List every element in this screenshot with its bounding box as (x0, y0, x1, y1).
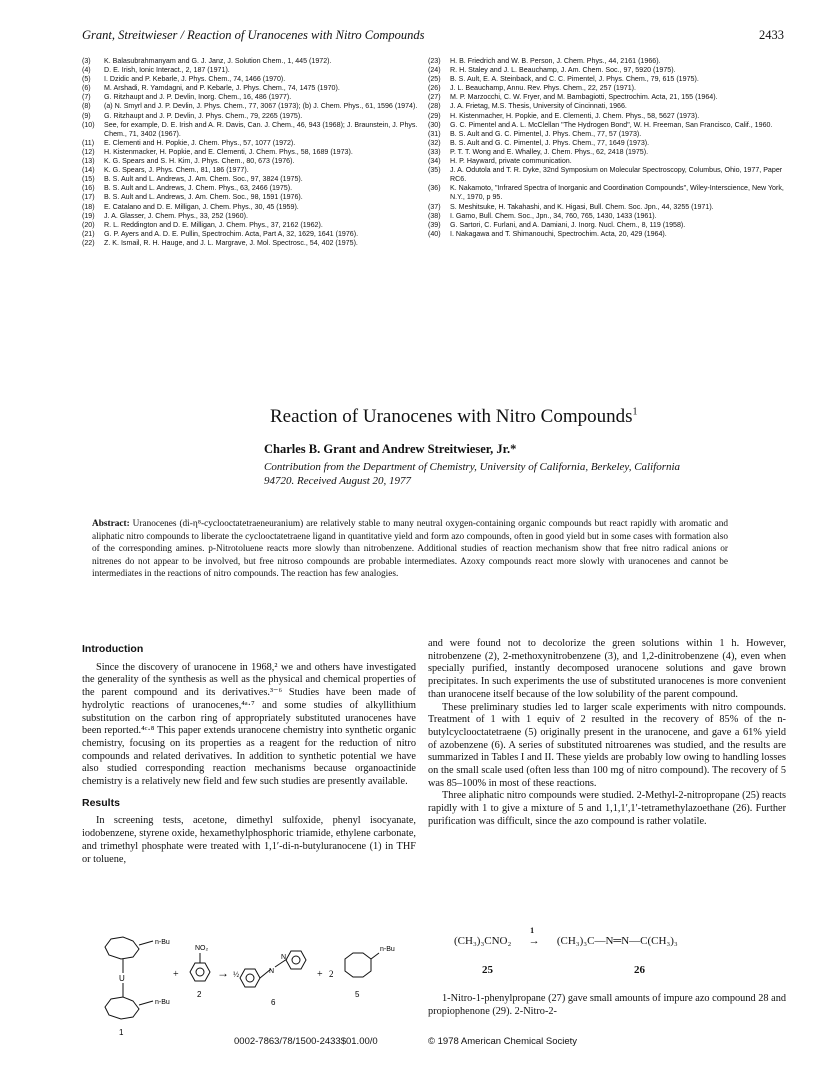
reference-text: M. Arshadi, R. Yamdagni, and P. Kebarle, J. Phys. Chem., 74, 1475 (1970). (104, 84, 340, 93)
left-column (82, 643, 416, 866)
no2-label: NO₂ (195, 945, 209, 952)
reference-text: G. Ritzhaupt and J. P. Devlin, Inorg. Chem., 16, 486 (1977). (104, 93, 292, 102)
reference-text: E. Catalano and D. E. Milligan, J. Chem. Phys., 30, 45 (1959). (104, 202, 299, 211)
reference-item (428, 184, 788, 202)
eq-arrow-glyph: → (528, 935, 540, 947)
aromatic-circle-6b (292, 956, 300, 964)
reference-text: B. S. Ault and G. C. Pimentel, J. Phys. Chem., 77, 57 (1973). (450, 129, 642, 138)
reference-text: B. S. Ault and G. C. Pimentel, J. Phys. Chem., 77, 1649 (1973). (450, 138, 650, 147)
reference-text: R. L. Reddington and D. E. Milligan, J. Chem. Phys., 37, 2162 (1962). (104, 220, 323, 229)
right-column (428, 638, 786, 829)
reference-item (428, 130, 788, 139)
reference-text: See, for example, D. E. Irish and A. R. Davis, Can. J. Chem., 46, 943 (1968); J. Braunstein, J. Phys. Chem., 71, 3402 (1967). (104, 120, 418, 138)
results-heading: Results (82, 796, 120, 809)
reference-item (428, 66, 788, 75)
cot-ring-top (105, 937, 139, 959)
reference-text: J. A. Frietag, M.S. Thesis, University of Cincinnati, 1966. (450, 102, 627, 111)
reference-text: R. H. Staley and J. L. Beauchamp, J. Am. Chem. Soc., 97, 5920 (1975). (450, 66, 676, 75)
reference-item (82, 112, 418, 121)
reference-item (428, 157, 788, 166)
reference-number: (12) (82, 147, 95, 156)
reference-item (82, 121, 418, 139)
n-label-2: N (281, 954, 287, 961)
reference-item (428, 166, 788, 184)
reference-item (82, 184, 418, 193)
reference-number: (6) (82, 84, 91, 93)
reference-item (82, 84, 418, 93)
benzene-ring-6a (240, 969, 260, 987)
title-footnote: 1 (632, 406, 638, 418)
right-column-bottom (428, 993, 786, 1018)
reference-text: K. G. Spears, J. Phys. Chem., 81, 186 (1977). (104, 166, 249, 175)
reference-number: (3) (82, 57, 91, 65)
reference-number: (30) (428, 120, 441, 129)
reference-text: D. E. Irish, Ionic Interact., 2, 187 (1971). (104, 66, 230, 75)
butylcot-structure (345, 953, 379, 977)
results-paragraph-3: Three aliphatic nitro compounds were studied. 2-Methyl-2-nitropropane (25) reacts rapidly with 1 to give a mixture of 5 and 1,1,1′,1′-tetramethylazoethane (26). Further purification was difficult, since the azo compound is rather volatile. (428, 790, 786, 827)
reference-number: (28) (428, 102, 441, 111)
reference-number: (24) (428, 66, 441, 75)
reference-number: (40) (428, 229, 441, 238)
reference-item (428, 121, 788, 130)
bu-label-top: n-Bu (155, 939, 170, 946)
reference-text: B. S. Ault and L. Andrews, J. Chem. Phys., 63, 2466 (1975). (104, 184, 293, 193)
reference-text: H. B. Friedrich and W. B. Person, J. Chem. Phys., 44, 2161 (1966). (450, 57, 661, 65)
reference-text: B. S. Ault, E. A. Steinback, and C. C. Pimentel, J. Phys. Chem., 79, 615 (1975). (450, 75, 699, 84)
reference-number: (26) (428, 84, 441, 93)
benzene-ring-2 (190, 963, 210, 981)
running-title: Grant, Streitwieser / Reaction of Uranocenes with Nitro Compounds (82, 28, 425, 42)
reference-item (82, 148, 418, 157)
reference-number: (25) (428, 75, 441, 84)
eq-num-26: 26 (634, 964, 645, 976)
authors: Charles B. Grant and Andrew Streitwieser, Jr.* (264, 442, 517, 456)
reference-text: B. S. Ault and L. Andrews, J. Am. Chem. Soc., 98, 1591 (1976). (104, 193, 303, 202)
reference-text: B. S. Ault and L. Andrews, J. Am. Chem. Soc., 97, 3824 (1975). (104, 175, 303, 184)
abstract (92, 518, 728, 581)
reference-text: K. Balasubrahmanyam and G. J. Janz, J. Solution Chem., 1, 445 (1972). (104, 57, 332, 65)
article-title (270, 406, 638, 428)
cot-ring-5 (345, 953, 371, 977)
reference-number: (8) (82, 102, 91, 111)
reference-item (82, 166, 418, 175)
bu-bond-5 (371, 953, 379, 959)
equation (454, 926, 754, 947)
reference-item (428, 139, 788, 148)
abstract-text: Uranocenes (di-η⁸-cyclooctatetraeneuranium) are relatively stable to many neutral oxygen-containing organic compounds but react rapidly with aromatic and aliphatic nitro compounds to liberate the cyclooctatetraene ligand in quantitative yield and form azo compounds, often in good yield but in some cases with formation also of the corresponding amines. p-Nitrotoluene reacts more slowly than nitrobenzene. Additional studies of reaction mechanism show that free nitro radical anions or nitrenes do not appear to be involved, but free nitroso compounds are probable intermediates. Azoxy compounds react more slowly with uranocenes and cannot be intermediates in the reactions of nitro compounds. The reaction has few analogies. (92, 519, 728, 580)
reference-item (82, 203, 418, 212)
abstract-label: Abstract: (92, 519, 130, 529)
reference-item (428, 102, 788, 111)
eq-num-25: 25 (482, 964, 493, 976)
compound-5-label: 5 (355, 990, 360, 999)
eq-arrow (514, 926, 554, 947)
reference-text: H. Kistenmacker, H. Popkie, and E. Clementi, J. Chem. Phys., 58, 1689 (1973). (104, 147, 353, 156)
reference-text: E. Clementi and H. Popkie, J. Chem. Phys., 57, 1077 (1972). (104, 138, 296, 147)
two-coefficient: 2 (329, 969, 334, 979)
reference-number: (18) (82, 202, 95, 211)
u-label: U (119, 974, 125, 983)
reference-text: H. P. Hayward, private communication. (450, 157, 572, 166)
nitrobenzene-structure (190, 953, 210, 981)
uranocene-structure (105, 937, 153, 1019)
half-coefficient: ½ (233, 970, 239, 979)
reference-number: (14) (82, 166, 95, 175)
reference-item (428, 203, 788, 212)
bu-label-5: n-Bu (380, 946, 395, 953)
reference-item (82, 221, 418, 230)
reference-number: (9) (82, 111, 91, 120)
reference-item (82, 193, 418, 202)
bu-bond-top (139, 941, 153, 945)
running-header (82, 28, 784, 46)
reference-text: G. P. Ayers and A. D. E. Pullin, Spectrochim. Acta, Part A, 32, 1629, 1641 (1976). (104, 229, 359, 238)
reference-number: (7) (82, 93, 91, 102)
reference-text: J. A. Glasser, J. Chem. Phys., 33, 252 (1960). (104, 211, 248, 220)
reference-item (428, 57, 788, 66)
reference-number: (29) (428, 111, 441, 120)
reaction-scheme (95, 925, 395, 1045)
reference-number: (37) (428, 202, 441, 211)
reference-number: (16) (82, 184, 95, 193)
references-left (82, 57, 418, 248)
footer-copyright: © 1978 American Chemical Society (428, 1036, 578, 1047)
n-label-1: N (269, 968, 275, 975)
reference-item (428, 221, 788, 230)
reference-number: (35) (428, 166, 441, 175)
eq-arrow-label: 1 (530, 926, 535, 935)
affiliation: Contribution from the Department of Chemistry, University of California, Berkeley, California 94720. Received August 20, 1977 (264, 461, 681, 487)
reference-item (82, 139, 418, 148)
introduction-heading: Introduction (82, 643, 144, 655)
reference-item (428, 230, 788, 239)
reference-item (428, 112, 788, 121)
aromatic-circle-6a (246, 974, 254, 982)
reference-number: (33) (428, 147, 441, 156)
reference-number: (20) (82, 220, 95, 229)
aromatic-circle-2 (196, 968, 204, 976)
reference-item (82, 93, 418, 102)
eq-reactant: (CH₃)₃CNO₂ (454, 935, 512, 947)
reference-number: (19) (82, 211, 95, 220)
reference-number: (36) (428, 184, 441, 193)
reference-number: (5) (82, 75, 91, 84)
reference-number: (23) (428, 57, 441, 65)
reference-number: (39) (428, 220, 441, 229)
eq-product: (CH₃)₃C—N═N—C(CH₃)₃ (556, 935, 678, 947)
reference-text: I. Gamo, Bull. Chem. Soc., Jpn., 34, 760, 765, 1430, 1433 (1961). (450, 211, 657, 220)
reference-item (428, 148, 788, 157)
reference-item (428, 93, 788, 102)
reference-item (82, 230, 418, 239)
reference-text: (a) N. Smyrl and J. P. Devlin, J. Phys. Chem., 77, 3067 (1973); (b) J. Chem. Phys., 61, 1596 (1974). (104, 102, 418, 111)
compound-1-label: 1 (119, 1028, 124, 1037)
reference-number: (13) (82, 157, 95, 166)
reference-number: (38) (428, 211, 441, 220)
reference-number: (27) (428, 93, 441, 102)
reference-text: G. Ritzhaupt and J. P. Devlin, J. Phys. Chem., 79, 2265 (1975). (104, 111, 303, 120)
footer-code: 0002-7863/78/1500-2433$01.00/0 (234, 1036, 378, 1047)
reference-text: Z. K. Ismail, R. H. Hauge, and J. L. Margrave, J. Mol. Spectrosc., 54, 402 (1975). (104, 238, 358, 247)
plus-sign-2: + (317, 969, 323, 980)
reference-item (82, 239, 418, 248)
reference-item (82, 212, 418, 221)
results-paragraph-2: These preliminary studies led to larger scale experiments with nitro compounds. Treatment of 1 with 1 equiv of 2 resulted in the recovery of 85% of the n-butylcyclooctatetraene (5) originally present in the uranocene, and gave a 61% yield of azobenzene (6). A series of substituted nitroarenes was studied, and the results are summarized in Tables I and II. These yields are probably low owing to handling losses on the small scale used (often less than 100 mg of nitro compound). The recovery of 5 was 85–100% in most of these reactions. (428, 701, 786, 789)
reference-text: G. Sartori, C. Furlani, and A. Damiani, J. Inorg. Nucl. Chem., 8, 119 (1958). (450, 220, 686, 229)
reference-number: (31) (428, 129, 441, 138)
reference-text: K. Nakamoto, "Infrared Spectra of Inorganic and Coordination Compounds", Wiley-Interscience, New York, N.Y., 1970, p 95. (450, 184, 784, 202)
reference-number: (34) (428, 157, 441, 166)
cot-ring-bottom (105, 997, 139, 1019)
page-number: 2433 (759, 28, 784, 42)
results-paragraph-4: 1-Nitro-1-phenylpropane (27) gave small amounts of impure azo compound 28 and propiophenone (29). 2-Nitro-2- (428, 993, 786, 1017)
reference-text: K. G. Spears and S. H. Kim, J. Phys. Chem., 80, 673 (1976). (104, 157, 295, 166)
results-text: In screening tests, acetone, dimethyl sulfoxide, phenyl isocyanate, iodobenzene, styrene oxide, hexamethylphosphoric triamide, ethylene carbonate, and trimethyl phosphate were treated with 1,1′-di-n-butyluranocene (1) in THF or toluene, (82, 815, 416, 865)
reference-number: (10) (82, 120, 95, 129)
reference-item (82, 75, 418, 84)
introduction-text: Since the discovery of uranocene in 1968,² we and others have investigated the generality of the synthesis as well as the physical and chemical properties of the parent compound and its derivatives.³⁻⁶ Studies have been made of hydrolytic reactions of uranocenes,⁴ᵃ·⁷ and some studies of alkyllithium substitution on the carbon ring of appropriately substituted uranocenes have been reported.⁴ᶜ·⁸ This paper extends uranocene chemistry into synthetic organic chemistry, focusing on its properties as a reagent for the reduction of nitro compounds and related derivatives. In addition to synthetic potential we have also studied corresponding reaction mechanisms because organoactinide chemistry is a relatively new field and few such studies are presently available. (82, 661, 416, 788)
reference-text: J. A. Odutola and T. R. Dyke, 32nd Symposium on Molecular Spectroscopy, Columbus, Ohio, 1977, Paper RC6. (450, 166, 783, 184)
reference-item (82, 102, 418, 111)
compound-2-label: 2 (197, 990, 202, 999)
reference-item (428, 84, 788, 93)
reference-text: I. Dzidic and P. Kebarle, J. Phys. Chem., 74, 1466 (1970). (104, 75, 286, 84)
reference-number: (17) (82, 193, 95, 202)
reference-text: S. Meshitsuke, H. Takahashi, and K. Higasi, Bull. Chem. Soc. Jpn., 44, 3255 (1971). (450, 202, 714, 211)
reference-number: (15) (82, 175, 95, 184)
results-continued: and were found not to decolorize the green solutions within 1 h. However, nitrobenzene (2), 2-methoxynitrobenzene (3), and 1,2-dinitrobenzene (4), even when specially purified, instantly decomposed uranocene solutions and gave brown precipitates. In such experiments the use of substituted uranocenes is more convenient than uranocene itself because of the low solubility of the parent compound. (428, 638, 786, 700)
reference-number: (22) (82, 238, 95, 247)
benzene-ring-6b (286, 951, 306, 969)
reference-number: (4) (82, 66, 91, 75)
reference-item (82, 57, 418, 66)
title-text: Reaction of Uranocenes with Nitro Compounds (270, 406, 633, 427)
reference-text: M. P. Marzocchi, C. W. Fryer, and M. Bambagiotti, Spectrochim. Acta, 21, 155 (1964). (450, 93, 718, 102)
reference-number: (21) (82, 229, 95, 238)
reference-text: P. T. T. Wong and E. Whalley, J. Chem. Phys., 62, 2418 (1975). (450, 147, 649, 156)
reference-item (82, 157, 418, 166)
compound-6-label: 6 (271, 998, 276, 1007)
bu-label-bottom: n-Bu (155, 999, 170, 1006)
reference-item (82, 175, 418, 184)
reference-item (428, 212, 788, 221)
reference-text: I. Nakagawa and T. Shimanouchi, Spectrochim. Acta, 20, 429 (1964). (450, 229, 667, 238)
reference-number: (11) (82, 138, 95, 147)
reference-text: H. Kistenmacher, H. Popkie, and E. Clementi, J. Chem. Phys., 58, 5627 (1973). (450, 111, 700, 120)
plus-sign-1: + (173, 969, 179, 980)
references-right (428, 57, 788, 239)
reference-number: (32) (428, 138, 441, 147)
reference-text: G. C. Pimentel and A. L. McClellan "The Hydrogen Bond", W. H. Freeman, San Francisco, Calif., 1960. (450, 120, 773, 129)
reference-item (82, 66, 418, 75)
reaction-arrow: → (217, 966, 229, 980)
reference-item (428, 75, 788, 84)
reference-text: J. L. Beauchamp, Annu. Rev. Phys. Chem., 22, 257 (1971). (450, 84, 636, 93)
bu-bond-bottom (139, 1001, 153, 1005)
